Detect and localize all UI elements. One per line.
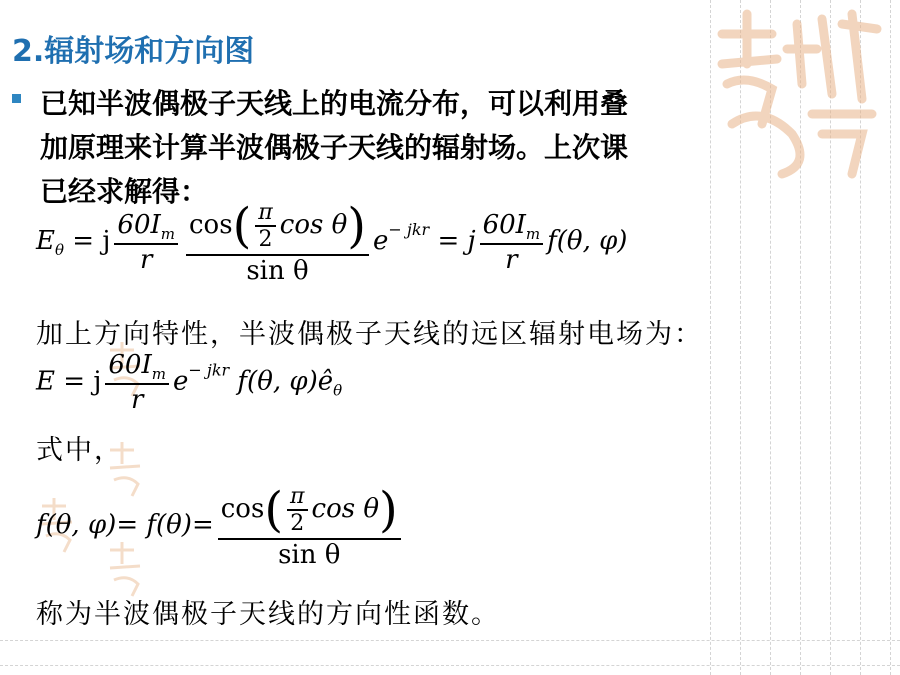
coefficient-fraction-2: $\frac{60I_m}{r}$ xyxy=(480,210,544,275)
bullet-square-icon xyxy=(12,94,21,103)
title-text: 辐射场和方向图 xyxy=(44,34,255,69)
equation-far-field: E = j $\frac{60I_m}{r}$ $e^{- jkr}$ f(θ, $\varphi)ê_\theta$ xyxy=(36,350,343,415)
where-text: 式中， xyxy=(36,435,123,466)
bullet-line-1: 已知半波偶极子天线上的电流分布，可以利用叠 xyxy=(40,87,629,120)
far-field-intro-text: 加上方向特性，半波偶极子天线的远区辐射电场为： xyxy=(36,319,703,350)
slide-title xyxy=(12,26,254,70)
bullet-line-2: 加原理来计算半波偶极子天线的辐射场。上次课 xyxy=(40,131,629,164)
equation-radiation-field: $E_\theta = j$ $\frac{60I_m}{r}$ cos( $\frac{\pi}{2}$ cos θ) sin θ $e^{- jkr} = j$ $\frac{60I_m}{r}$ f(θ, φ) xyxy=(36,198,628,286)
bullet-paragraph xyxy=(10,82,780,214)
pattern-function-text: 称为半波偶极子天线的方向性函数。 xyxy=(36,599,500,630)
title-number: 2. xyxy=(12,34,45,69)
pattern-fraction: cos( $\frac{\pi}{2}$ cos θ) sin θ xyxy=(186,198,369,286)
equation-pattern-function: f(θ, φ)= f(θ)= cos( $\frac{\pi}{2}$ cos θ) sin θ xyxy=(36,482,405,570)
bullet-line-3: 已经求解得： xyxy=(40,175,209,208)
coefficient-fraction: $\frac{60I_m}{r}$ xyxy=(114,210,178,275)
